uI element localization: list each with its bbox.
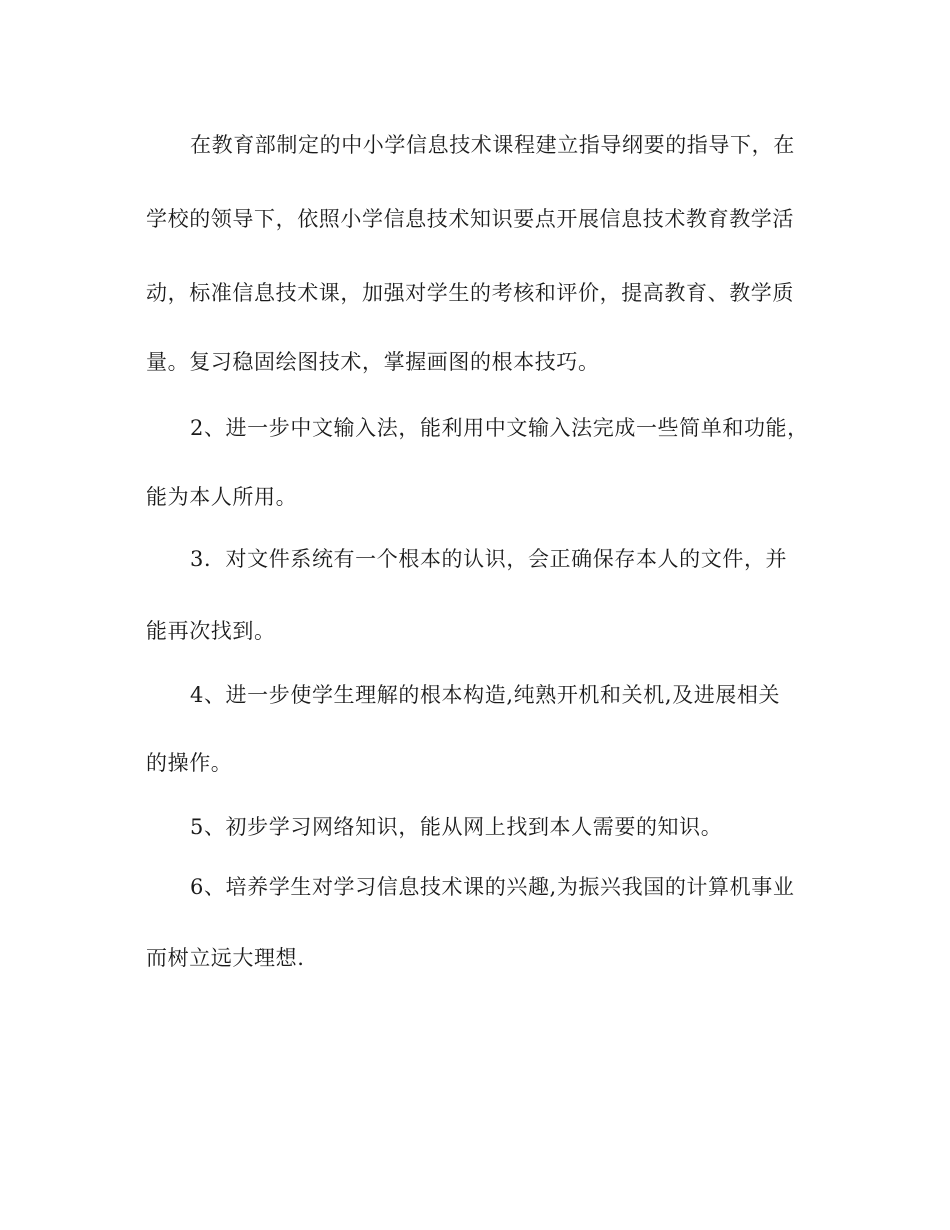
paragraph-1-line-4: 量。复习稳固绘图技术，掌握画图的根本技巧。 [146,350,600,374]
paragraph-3-line-2: 能再次找到。 [146,619,276,643]
paragraph-1-line-1: 在教育部制定的中小学信息技术课程建立指导纲要的指导下，在 [190,133,795,157]
paragraph-1-line-2: 学校的领导下，依照小学信息技术知识要点开展信息技术教育教学活 [146,207,794,231]
paragraph-4-line-2: 的操作。 [146,751,233,775]
paragraph-6-line-1: 6、培养学生对学习信息技术课的兴趣,为振兴我国的计算机事业 [190,875,795,899]
paragraph-5-line-1: 5、初步学习网络知识，能从网上找到本人需要的知识。 [190,815,723,839]
paragraph-6-line-2: 而树立远大理想. [146,946,305,970]
paragraph-3-line-1: 3．对文件系统有一个根本的认识，会正确保存本人的文件，并 [190,547,788,571]
paragraph-1-line-3: 动，标准信息技术课，加强对学生的考核和评价，提高教育、教学质 [146,281,794,305]
paragraph-2-line-1: 2、进一步中文输入法，能利用中文输入法完成一些简单和功能， [190,416,809,440]
paragraph-4-line-1: 4、进一步使学生理解的根本构造,纯熟开机和关机,及进展相关 [190,683,781,707]
paragraph-2-line-2: 能为本人所用。 [146,485,298,509]
